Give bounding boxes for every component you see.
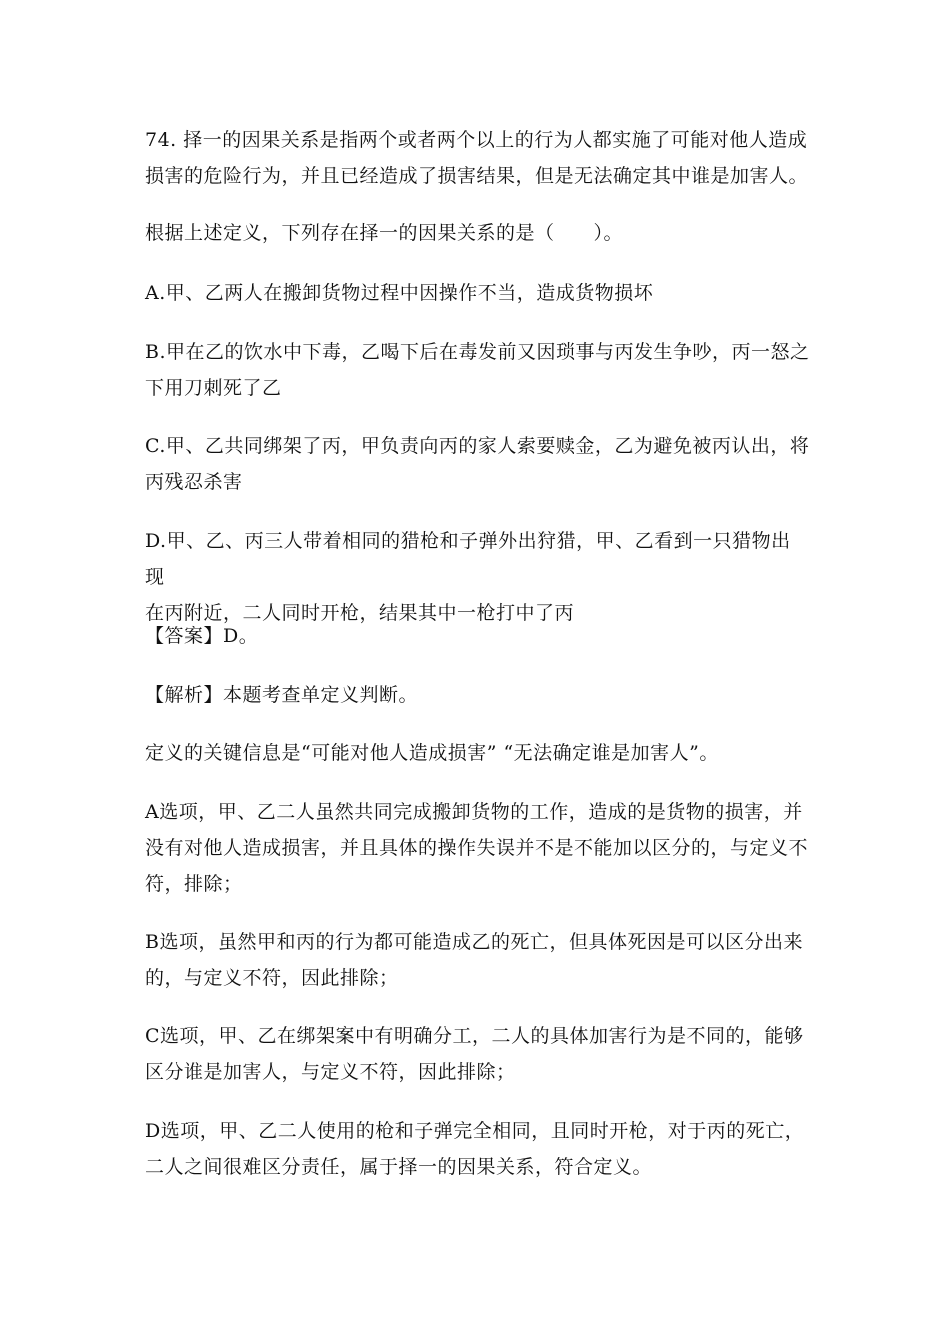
analysis-c-line-2: 区分谁是加害人，与定义不符，因此排除；	[145, 1061, 516, 1083]
option-c	[145, 428, 810, 500]
analysis-b-line-1: B选项，虽然甲和丙的行为都可能造成乙的死亡，但具体死因是可以区分出来	[145, 931, 803, 953]
analysis-option-d	[145, 1113, 810, 1185]
question-stem	[145, 122, 810, 194]
option-b-line-2: 下用刀刺死了乙	[145, 377, 282, 399]
option-a: A.甲、乙两人在搬卸货物过程中因操作不当，造成货物损坏	[145, 282, 654, 304]
option-b-line-1: B.甲在乙的饮水中下毒，乙喝下后在毒发前又因琐事与丙发生争吵，丙一怒之	[145, 341, 810, 363]
analysis-a-line-1: A选项，甲、乙二人虽然共同完成搬卸货物的工作，造成的是货物的损害，并	[145, 801, 803, 823]
question-stem-line-1: 74. 择一的因果关系是指两个或者两个以上的行为人都实施了可能对他人造成	[145, 129, 808, 151]
option-c-line-1: C.甲、乙共同绑架了丙，甲负责向丙的家人索要赎金，乙为避免被丙认出，将	[145, 435, 810, 457]
option-d-line-1: D.甲、乙、丙三人带着相同的猎枪和子弹外出狩猎，甲、乙看到一只猎物出现	[145, 530, 791, 588]
analysis-a-line-3: 符，排除；	[145, 873, 243, 895]
analysis-option-b	[145, 924, 810, 996]
analysis-d-line-1: D选项，甲、乙二人使用的枪和子弹完全相同，且同时开枪，对于丙的死亡，	[145, 1120, 805, 1142]
analysis-intro: 【解析】本题考查单定义判断。	[145, 684, 419, 706]
analysis-b-line-2: 的，与定义不符，因此排除；	[145, 967, 399, 989]
question-prompt: 根据上述定义，下列存在择一的因果关系的是（ ）。	[145, 222, 624, 244]
analysis-option-a	[145, 794, 810, 902]
question-stem-line-2: 损害的危险行为，并且已经造成了损害结果，但是无法确定其中谁是加害人。	[145, 165, 809, 187]
option-b	[145, 334, 810, 406]
analysis-d-line-2: 二人之间很难区分责任，属于择一的因果关系，符合定义。	[145, 1156, 653, 1178]
option-d	[145, 523, 810, 631]
key-info: 定义的关键信息是“可能对他人造成损害” “无法确定谁是加害人”。	[145, 742, 719, 764]
answer-line: 【答案】D。	[145, 625, 259, 647]
option-d-line-2: 在丙附近，二人同时开枪，结果其中一枪打中了丙	[145, 602, 575, 624]
analysis-c-line-1: C选项，甲、乙在绑架案中有明确分工，二人的具体加害行为是不同的，能够	[145, 1025, 804, 1047]
analysis-a-line-2: 没有对他人造成损害，并且具体的操作失误并不是不能加以区分的，与定义不	[145, 837, 809, 859]
option-c-line-2: 丙残忍杀害	[145, 471, 243, 493]
analysis-option-c	[145, 1018, 810, 1090]
